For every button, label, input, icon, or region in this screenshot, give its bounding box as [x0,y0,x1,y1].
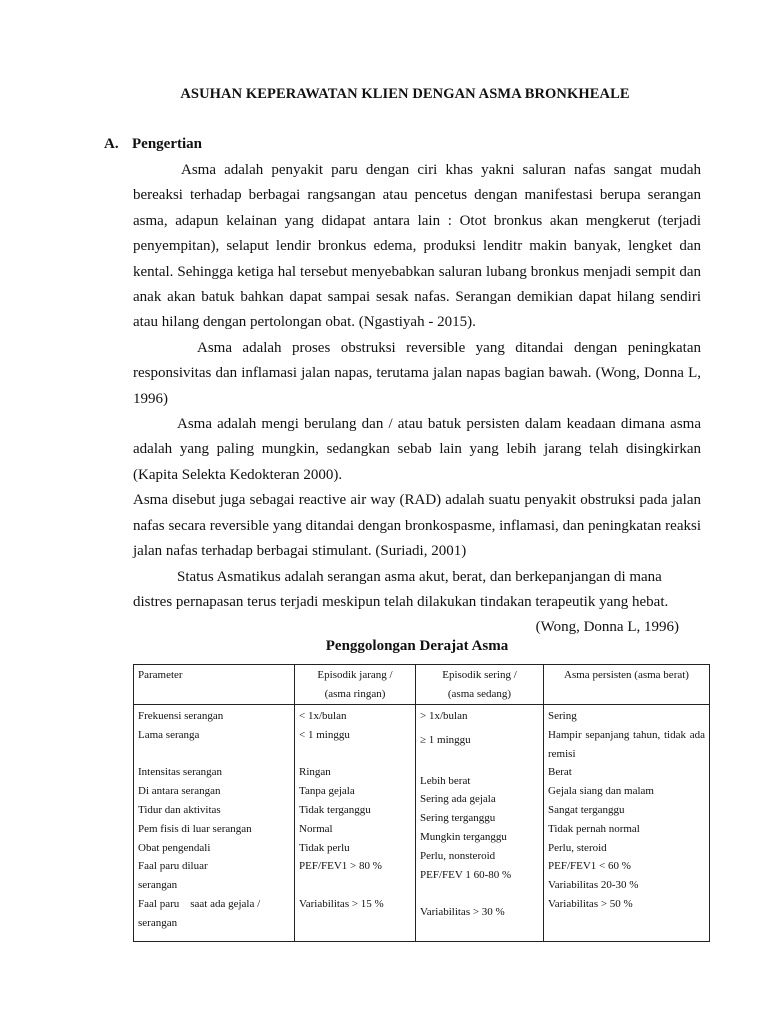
table-cell-ringan: < 1x/bulan < 1 minggu Ringan Tanpa gejala Tidak terganggu Normal Tidak perlu PEF/FEV1 > 80 % Variabilitas > 15 % [295,705,416,942]
table-row [134,705,710,942]
citation-wong: (Wong, Donna L, 1996) [535,619,679,636]
header-parameter: Parameter [134,665,295,705]
table-title: Penggolongan Derajat Asma [325,638,509,654]
paragraph-status-asmatikus: Status Asmatikus adalah serangan asma akut, berat, dan berkepanjangan di mana distres pernapasan terus terjadi meskipun telah dilakukan tindakan terapeutik yang hebat. [133,568,669,610]
section-label: Pengertian [132,136,202,152]
paragraph-asma-definition-1: Asma adalah penyakit paru dengan ciri khas yakni saluran nafas sangat mudah bereaksi terhadap berbagai rangsangan atau pencetus dengan manifestasi berupa serangan asma, adapun kelainan yang didapat antara lain : Otot bronkus akan mengkerut (terjadi penyempitan), selaput lendir bronkus edema, produksi lenditr makin banyak, lengket dan kental. Sehingga ketiga hal tersebut menyebabkan saluran lubang bronkus menjadi sempit dan anak akan batuk bahkan dapat sampai sesak nafas. Serangan demikian dapat hilang sendiri atau hilang dengan pertolongan obat. (Ngastiyah - 2015). [133,162,701,331]
paragraph-asma-definition-4: Asma disebut juga sebagai reactive air way (RAD) adalah suatu penyakit obstruksi pada jalan nafas secara reversible yang ditandai dengan bronkospasme, inflamasi, dan peningkatan reaksi jalan nafas terhadap berbagai stimulant. (Suriadi, 2001) [133,492,701,560]
section-body [133,158,701,641]
paragraph-asma-definition-2: Asma adalah proses obstruksi reversible yang ditandai dengan peningkatan responsivitas dan inflamasi jalan napas, terutama jalan napas bagian bawah. (Wong, Donna L, 1996) [133,339,701,407]
section-number: A. [104,136,119,152]
header-episodik-jarang: Episodik jarang / (asma ringan) [295,665,416,705]
document-title: ASUHAN KEPERAWATAN KLIEN DENGAN ASMA BRONKHEALE [180,86,630,102]
table-cell-sedang: > 1x/bulan ≥ 1 minggu Lebih berat Sering ada gejala Sering terganggu Mungkin terganggu Perlu, nonsteroid PEF/FEV 1 60-80 % Variabilitas > 30 % [416,705,544,942]
header-asma-persisten: Asma persisten (asma berat) [544,665,710,705]
table-header-row [134,665,710,705]
header-episodik-sering: Episodik sering / (asma sedang) [416,665,544,705]
section-heading [104,136,202,153]
table-cell-parameters: Frekuensi serangan Lama seranga Intensitas serangan Di antara serangan Tidur dan aktivitas Pem fisis di luar serangan Obat pengendali Faal paru diluar serangan Faal paru saat ada gejala / serangan [134,705,295,942]
asthma-grade-table [133,664,710,942]
paragraph-asma-definition-3: Asma adalah mengi berulang dan / atau batuk persisten dalam keadaan dimana asma adalah yang paling mungkin, sedangkan sebab lain yang lebih jarang telah disingkirkan (Kapita Selekta Kedokteran 2000). [133,416,701,483]
table-cell-berat: Sering Hampir sepanjang tahun, tidak ada remisi Berat Gejala siang dan malam Sangat terganggu Tidak pernah normal Perlu, steroid PEF/FEV1 < 60 % Variabilitas 20-30 % Variabilitas > 50 % [544,705,710,942]
